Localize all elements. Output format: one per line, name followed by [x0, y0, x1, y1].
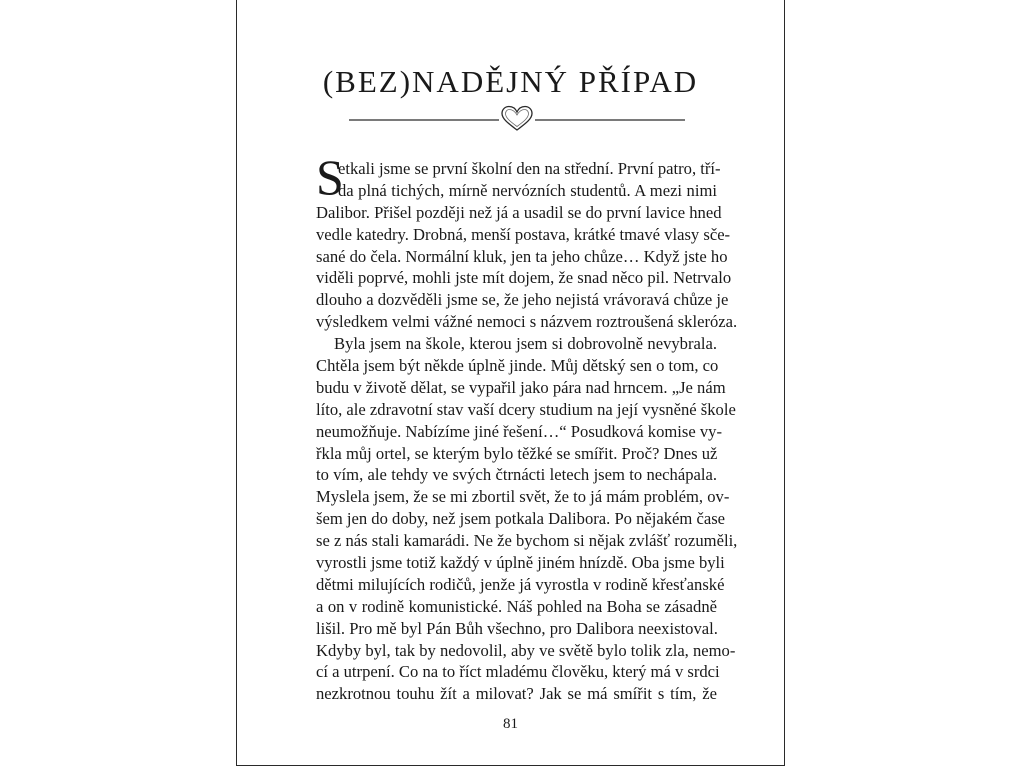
paragraph-1	[316, 158, 738, 333]
text-line: Kdyby byl, tak by nedovolil, aby ve světě bylo tolik zla, nemo-	[316, 640, 736, 660]
page-number: 81	[503, 716, 518, 732]
text-line: viděli poprvé, mohli jste mít dojem, že snad něco pil. Netrvalo	[316, 268, 732, 288]
text-line: cí a utrpení. Co na to říct mladému člověku, který má v srdci	[316, 662, 720, 682]
text-line: budu v životě dělat, se vypařil jako pára nad hrncem. „Je nám	[316, 377, 726, 397]
text-line: se z nás stali kamarádi. Ne že bychom si nějak zvlášť rozuměli,	[316, 531, 738, 551]
text-line: Dalibor. Přišel později než já a usadil se do první lavice hned	[316, 202, 722, 222]
chapter-title: (BEZ)NADĚJNÝ PŘÍPAD	[322, 64, 699, 99]
text-line: řkla můj ortel, se kterým bylo těžké se smířit. Proč? Dnes už	[316, 443, 718, 463]
text-line: lišil. Pro mě byl Pán Bůh všechno, pro Dalibora neexistoval.	[316, 618, 718, 638]
body-text	[316, 149, 738, 705]
text-line: Byla jsem na škole, kterou jsem si dobrovolně nevybrala.	[334, 334, 717, 354]
text-line: výsledkem velmi vážné nemoci s názvem roztroušená skleróza.	[316, 312, 738, 332]
heart-icon	[502, 107, 532, 131]
drop-cap: S	[316, 149, 344, 205]
text-line: a on v rodině komunistické. Náš pohled na Boha se zásadně	[316, 596, 717, 616]
text-line: líto, ale zdravotní stav vaší dcery studium na její vysněné škole	[316, 399, 736, 419]
text-line: sané do čela. Normální kluk, jen ta jeho chůze… Když jste ho	[316, 246, 728, 266]
text-line: vedle katedry. Drobná, menší postava, krátké tmavé vlasy sče-	[316, 224, 731, 244]
text-line: to vím, ale tehdy ve svých čtrnácti letech jsem to nechápala.	[316, 465, 717, 485]
text-line: dlouho a dozvěděli jsme se, že jeho nejistá vrávoravá chůze je	[316, 290, 729, 310]
book-page	[236, 0, 785, 766]
title-ornament	[349, 104, 685, 134]
text-line: nezkrotnou touhu žít a milovat? Jak se má smířit s tím, že	[316, 684, 717, 704]
text-line: da plná tichých, mírně nervózních studentů. A mezi nimi	[338, 180, 717, 200]
paragraph-2	[316, 333, 738, 705]
text-line: neumožňuje. Nabízíme jiné řešení…“ Posudková komise vy-	[316, 421, 722, 441]
text-line: Chtěla jsem být někde úplně jinde. Můj dětský sen o tom, co	[316, 356, 719, 376]
text-line: Myslela jsem, že se mi zbortil svět, že to já mám problém, ov-	[316, 487, 730, 507]
text-line: vyrostli jsme totiž každý v úplně jiném hnízdě. Oba jsme byli	[316, 553, 725, 573]
text-line: etkali jsme se první školní den na střední. První patro, tří-	[338, 159, 721, 178]
text-line: šem jen do doby, než jsem potkala Dalibora. Po nějakém čase	[316, 509, 726, 529]
text-line: dětmi milujících rodičů, jenže já vyrostla v rodině křesťanské	[316, 574, 725, 594]
